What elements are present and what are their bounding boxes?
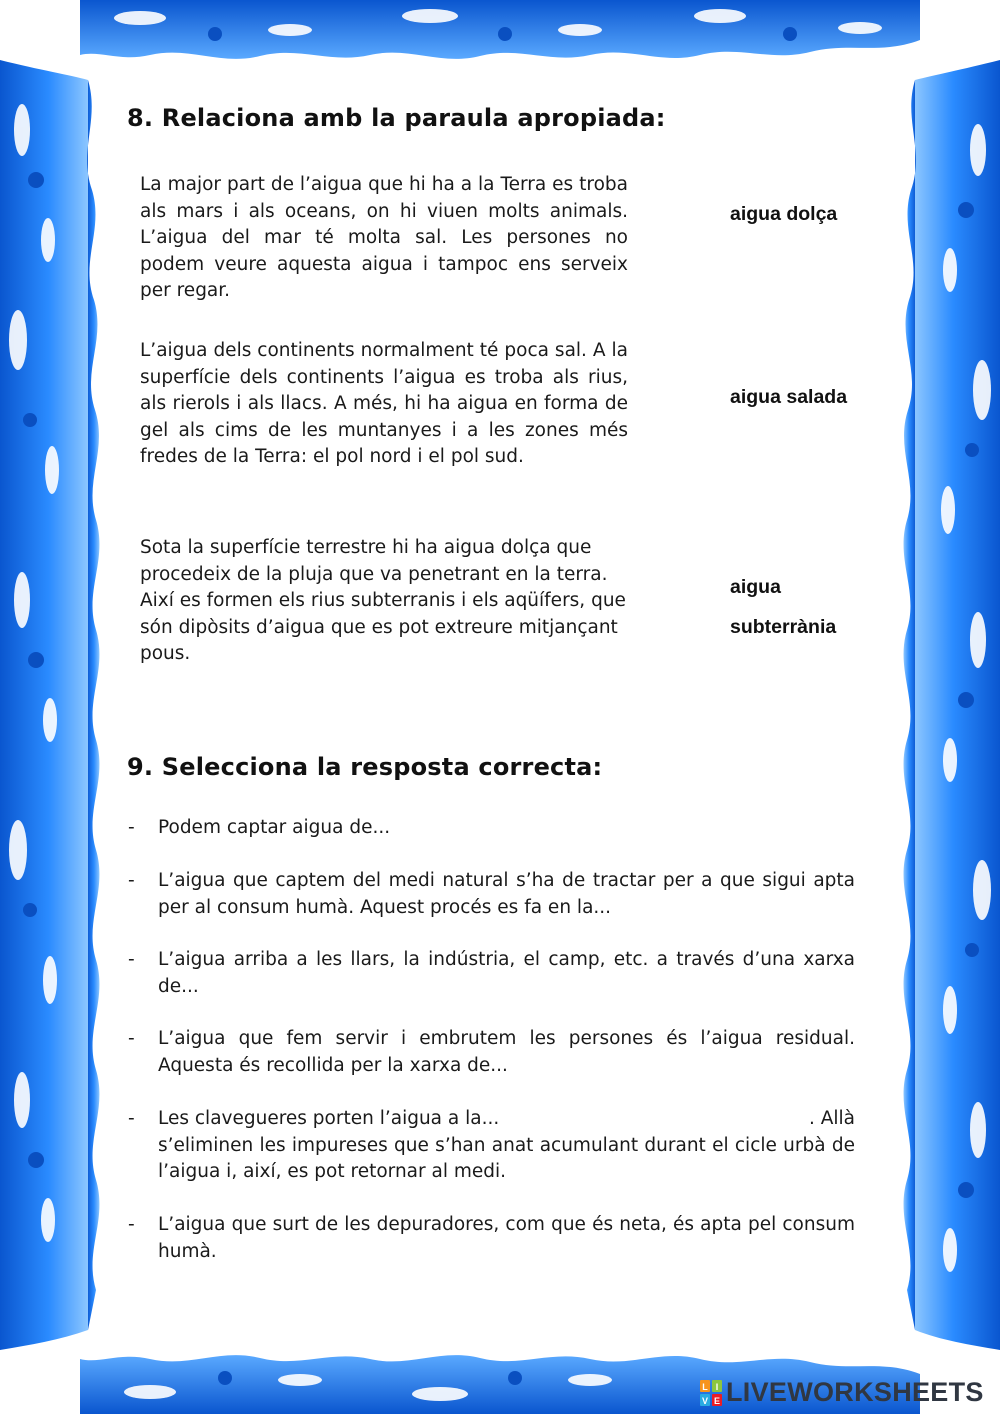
- question-text: L’aigua que surt de les depuradores, com que és neta, és apta pel consum humà.: [158, 1214, 855, 1262]
- liveworksheets-logo-icon: [700, 1380, 722, 1406]
- question-item-2: [128, 868, 855, 921]
- question-text: Podem captar aigua de...: [158, 817, 391, 838]
- section-8-title: 8. Relaciona amb la paraula apropiada:: [127, 104, 666, 132]
- svg-text:I: I: [715, 1381, 719, 1392]
- bullet-dash: -: [128, 1108, 135, 1129]
- question-item-1: [128, 815, 855, 842]
- question-text: L’aigua que captem del medi natural s’ha de tractar per a que sigui apta per al consum humà. Aquest procés es fa en la...: [158, 870, 855, 918]
- svg-text:E: E: [713, 1395, 721, 1406]
- liveworksheets-name: LIVEWORKSHEETS: [726, 1377, 984, 1407]
- question-item-4: [128, 1026, 855, 1079]
- section-9-title: 9. Selecciona la resposta correcta:: [127, 753, 603, 781]
- question-text-after-blank: . Allà: [808, 1108, 855, 1129]
- question-text-rest: s’eliminen les impureses que s’han anat acumulant durant el cicle urbà de l’aigua i, així, es pot retornar al medi.: [158, 1134, 855, 1183]
- svg-text:V: V: [701, 1395, 709, 1406]
- question-text: L’aigua arriba a les llars, la indústria, el camp, etc. a través d’una xarxa de...: [158, 949, 855, 997]
- option-aigua-dolca[interactable]: aigua dolça: [730, 203, 838, 225]
- liveworksheets-branding[interactable]: [700, 1377, 984, 1408]
- question-text-start: Les clavegueres porten l’aigua a la...: [158, 1108, 500, 1129]
- option-aigua-subterrania[interactable]: [730, 567, 836, 647]
- bullet-dash: -: [128, 949, 135, 970]
- question-text: L’aigua que fem servir i embrutem les persones és l’aigua residual. Aquesta és recollida per la xarxa de...: [158, 1028, 855, 1076]
- question-text: [158, 1106, 855, 1186]
- svg-text:L: L: [702, 1381, 708, 1392]
- question-item-5: [128, 1106, 855, 1186]
- option-aigua-salada[interactable]: aigua salada: [730, 386, 848, 408]
- question-item-6: [128, 1212, 855, 1265]
- matching-paragraph-3: Sota la superfície terrestre hi ha aigua dolça que procedeix de la pluja que va penetrant en la terra. Així es formen els rius subterranis i els aqüífers, que són dipòsits d’aigua que es pot extreure mitjançant pous.: [140, 537, 626, 665]
- bullet-dash: -: [128, 1214, 135, 1235]
- matching-paragraph-2: L’aigua dels continents normalment té poca sal. A la superfície dels continents l’aigua es troba als rius, als rierols i als llacs. A més, hi ha aigua en forma de gel als cims de les muntanyes i a les zones més fredes de la Terra: el pol nord i el pol sud.: [140, 340, 628, 468]
- bullet-dash: -: [128, 817, 135, 838]
- bullet-dash: -: [128, 1028, 135, 1049]
- matching-paragraph-1: La major part de l’aigua que hi ha a la Terra es troba als mars i als oceans, on hi viuen molts animals. L’aigua del mar té molta sal. Les persones no podem veure aquesta aigua i tampoc ens serveix per regar.: [140, 174, 628, 302]
- option-line-1: aigua: [730, 576, 781, 598]
- bullet-dash: -: [128, 870, 135, 891]
- option-line-2: subterrània: [730, 616, 837, 638]
- question-first-line: [158, 1106, 855, 1133]
- question-item-3: [128, 947, 855, 1000]
